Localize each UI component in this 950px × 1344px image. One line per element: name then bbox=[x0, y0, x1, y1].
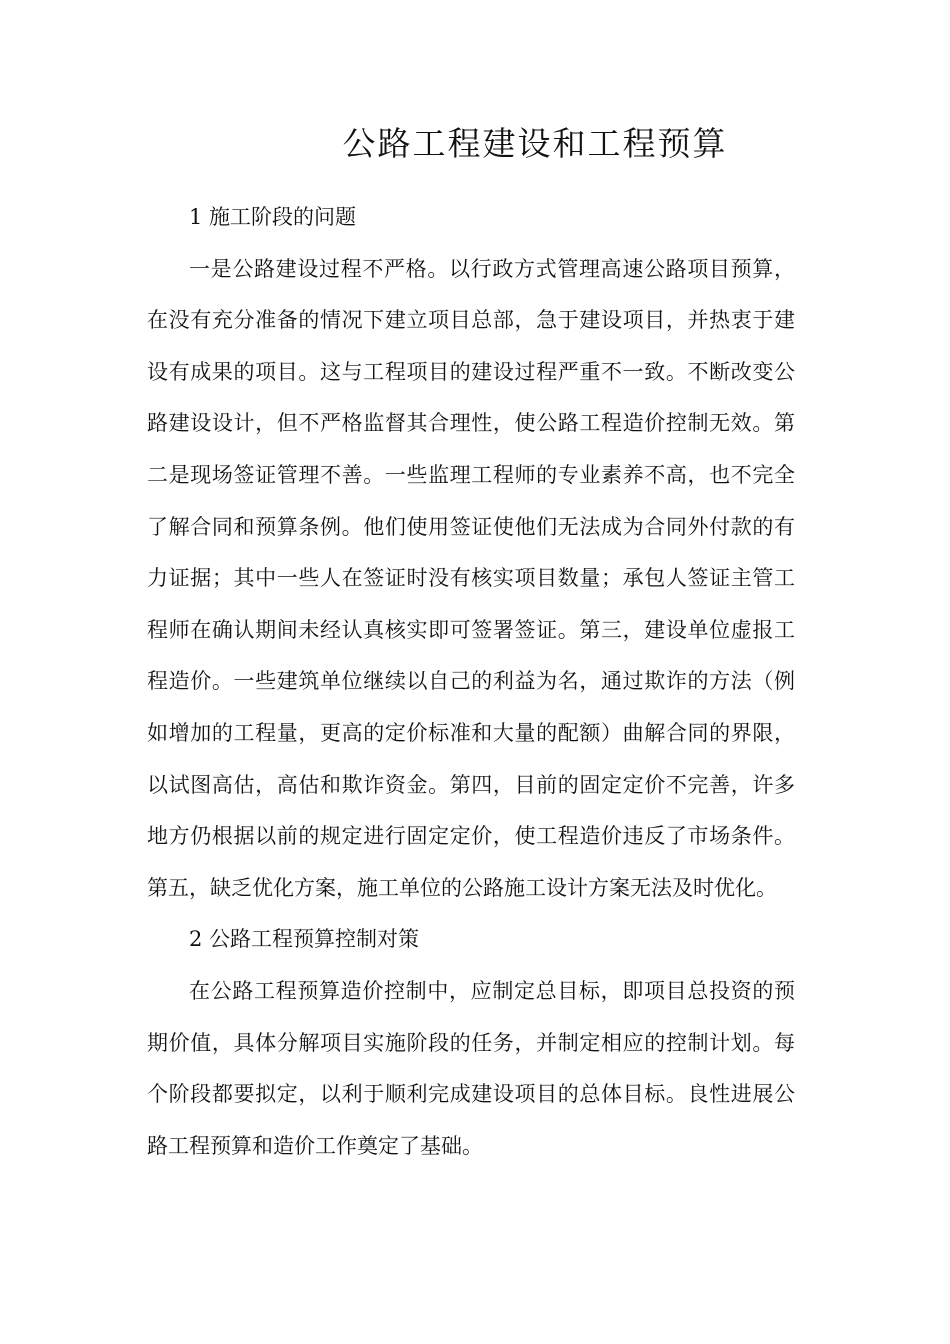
document-body bbox=[147, 192, 795, 1172]
document-title: 公路工程建设和工程预算 bbox=[342, 124, 728, 163]
section-1-paragraph-1: 一是公路建设过程不严格。以行政方式管理高速公路项目预算，在没有充分准备的情况下建立项目总部，急于建设项目，并热衷于建设有成果的项目。这与工程项目的建设过程严重不一致。不断改变公路建设设计，但不严格监督其合理性，使公路工程造价控制无效。第二是现场签证管理不善。一些监理工程师的专业素养不高，也不完全了解合同和预算条例。他们使用签证使他们无法成为合同外付款的有力证据；其中一些人在签证时没有核实项目数量；承包人签证主管工程师在确认期间未经认真核实即可签署签证。第三，建设单位虚报工程造价。一些建筑单位继续以自己的利益为名，通过欺诈的方法（例如增加的工程量，更高的定价标准和大量的配额）曲解合同的界限，以试图高估，高估和欺诈资金。第四，目前的固定定价不完善，许多地方仍根据以前的规定进行固定定价，使工程造价违反了市场条件。第五，缺乏优化方案，施工单位的公路施工设计方案无法及时优化。 bbox=[147, 256, 795, 900]
section-heading-2: 2 公路工程预算控制对策 bbox=[189, 927, 420, 952]
section-heading-1: 1 施工阶段的问题 bbox=[189, 205, 357, 229]
section-2-paragraph-1: 在公路工程预算造价控制中，应制定总目标，即项目总投资的预期价值，具体分解项目实施阶段的任务，并制定相应的控制计划。每个阶段都要拟定，以利于顺利完成建设项目的总体目标。良性进展公路工程预算和造价工作奠定了基础。 bbox=[147, 978, 795, 1158]
